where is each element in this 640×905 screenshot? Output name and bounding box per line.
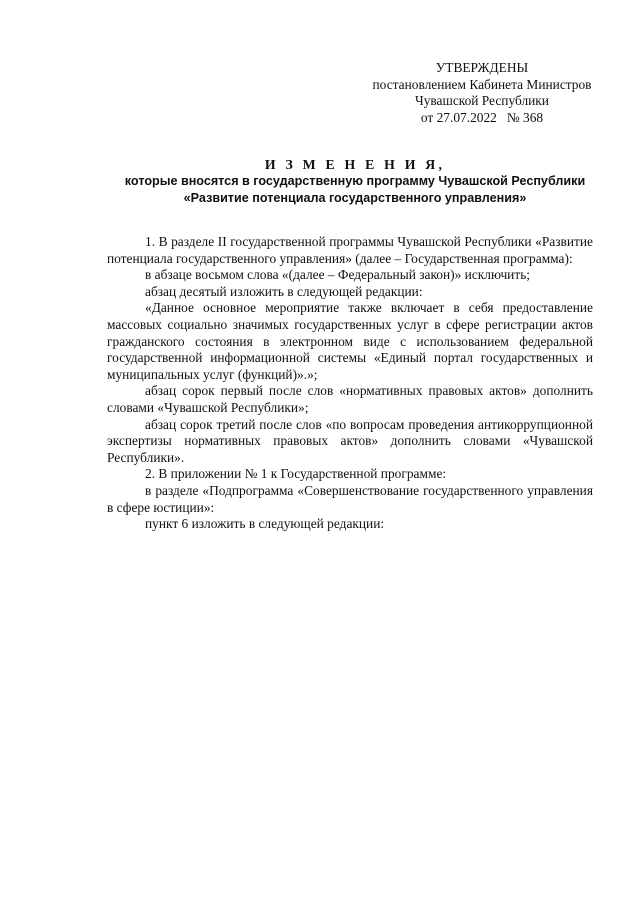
paragraph-8: в разделе «Подпрограмма «Совершенствование государственного управления в сфере юстиции»: — [107, 482, 593, 515]
paragraph-3: абзац десятый изложить в следующей редакции: — [145, 283, 423, 299]
paragraph-9: пункт 6 изложить в следующей редакции: — [145, 516, 385, 532]
paragraph-7: 2. В приложении № 1 к Государственной программе: — [145, 466, 447, 482]
approval-stamp — [362, 60, 602, 126]
paragraph-1: 1. В разделе II государственной программы Чувашской Республики «Развитие потенциала государственного управления» (далее – Государственная программа): — [107, 234, 593, 266]
paragraph-5: абзац сорок первый после слов «нормативных правовых актов» дополнить словами «Чувашской Республики»; — [107, 383, 593, 415]
document-body — [107, 234, 593, 533]
approval-line-approved: УТВЕРЖДЕНЫ — [435, 60, 529, 75]
document-heading: И З М Е Н Е Н И Я, — [264, 157, 446, 172]
document-subtitle-line2: «Развитие потенциала государственного управления» — [183, 191, 527, 205]
paragraph-6: абзац сорок третий после слов «по вопросам проведения антикоррупционной экспертизы нормативных правовых актов» дополнить словами «Чувашской Республики». — [107, 416, 593, 465]
approval-line-republic: Чувашской Республики — [415, 93, 549, 109]
document-subtitle-line1: которые вносятся в государственную программу Чувашской Республики — [124, 174, 586, 188]
paragraph-4: «Данное основное мероприятие также включает в себя предоставление массовых социально значимых государственных услуг в сфере регистрации актов гражданского состояния в электронном виде с использованием федеральной государственной информационной системы «Единый портал государственных и муниципальных услуг (функций)».»; — [107, 300, 593, 382]
approval-line-date-number: от 27.07.2022 № 368 — [420, 109, 544, 125]
approval-line-issuer: постановлением Кабинета Министров — [372, 76, 592, 92]
document-title — [100, 156, 610, 207]
paragraph-2: в абзаце восьмом слова «(далее – Федеральный закон)» исключить; — [145, 267, 531, 283]
